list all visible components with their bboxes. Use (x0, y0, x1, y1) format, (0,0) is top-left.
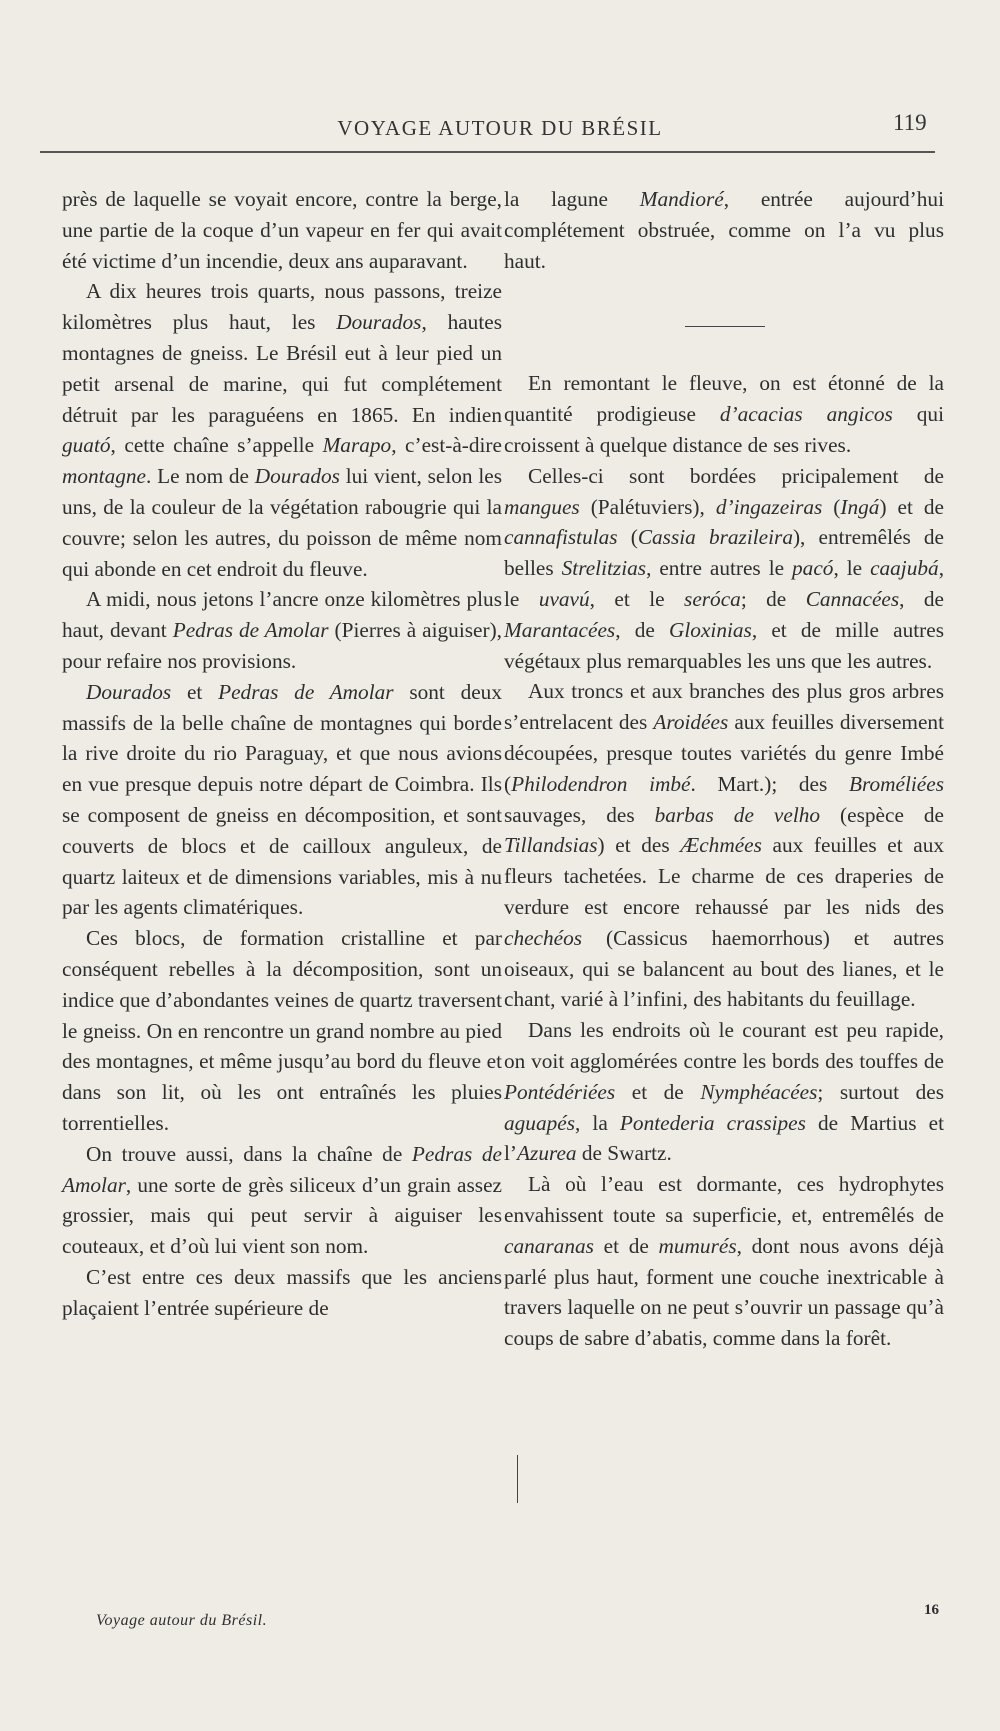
paragraph: C’est entre ces deux massifs que les anciens plaçaient l’entrée supérieure de (62, 1264, 502, 1320)
paragraph: la lagune Mandioré, entrée aujourd’hui complétement obstruée, comme on l’a vu plus haut. (504, 187, 944, 273)
paragraph: A midi, nous jetons l’ancre onze kilomètres plus haut, devant Pedras de Amolar (Pierres à aiguiser), pour refaire nos provisions. (62, 587, 502, 673)
signature-number: 16 (924, 1602, 939, 1618)
right-column (504, 184, 944, 1354)
paragraph: Là où l’eau est dormante, ces hydrophytes envahissent toute sa superficie, et, entremêlés de canaranas et de mumurés, dont nous avons déjà parlé plus haut, forment une couche inextricable à travers laquelle on ne peut s’ouvrir un passage qu’à coups de sabre d’abatis, comme dans la forêt. (504, 1172, 945, 1351)
paragraph: Ces blocs, de formation cristalline et par conséquent rebelles à la décomposition, sont un indice que d’abondantes veines de quartz traversent le gneiss. On en rencontre un grand nombre au pied des montagnes, et même jusqu’au bord du fleuve et dans son lit, où les ont entraînés les pluies torrentielles. (62, 926, 502, 1135)
paragraph: On trouve aussi, dans la chaîne de Pedras de Amolar, une sorte de grès siliceux d’un grain assez grossier, mais qui peut servir à aiguiser les couteaux, et d’où lui vient son nom. (62, 1141, 502, 1259)
left-column (62, 184, 502, 1323)
paragraph: près de laquelle se voyait encore, contre la berge, une partie de la coque d’un vapeur en fer qui avait été victime d’un incendie, deux ans auparavant. (62, 187, 502, 273)
section-gap (504, 276, 944, 368)
page-number: 119 (893, 110, 927, 135)
column-divider (517, 1455, 518, 1503)
paragraph: Dourados et Pedras de Amolar sont deux massifs de la belle chaîne de montagnes qui borde la rive droite du rio Paraguay, et que nous avions en vue presque depuis notre départ de Coimbra. Ils se composent de gneiss en décomposition, et sont couverts de blocs et de cailloux anguleux, de quartz laiteux et de dimensions variables, mis à nu par les agents climatériques. (62, 679, 502, 920)
paragraph: Aux troncs et aux branches des plus gros arbres s’entrelacent des Aroidées aux feuilles diversement découpées, presque toutes variétés du genre Imbé (Philodendron imbé. Mart.); des Broméliées sauvages, des barbas de velho (espèce de Tillandsias) et des Æchmées aux feuilles et aux fleurs tachetées. Le charme de ces draperies de verdure est encore rehaussé par les nids des chechéos (Cassicus haemorrhous) et autres oiseaux, qui se balancent au bout des lianes, et le chant, varié à l’infini, des habitants du feuillage. (504, 679, 945, 1012)
paragraph: A dix heures trois quarts, nous passons, treize kilomètres plus haut, les Dourados, hautes montagnes de gneiss. Le Brésil eut à leur pied un petit arsenal de marine, qui fut complétement détruit par les paraguéens en 1865. En indien guató, cette chaîne s’appelle Marapo, c’est-à-dire montagne. Le nom de Dourados lui vient, selon les uns, de la couleur de la végétation rabougrie qui la couvre; selon les autres, du poisson de même nom qui abonde en cet endroit du fleuve. (62, 279, 502, 581)
section-separator (685, 326, 765, 327)
signature-line: Voyage autour du Brésil. (96, 1612, 268, 1629)
running-head: VOYAGE AUTOUR DU BRÉSIL (337, 116, 663, 140)
paragraph: Celles-ci sont bordées pricipalement de mangues (Palétuviers), d’ingazeiras (Ingá) et de cannafistulas (Cassia brazileira), entremêlés de belles Strelitzias, entre autres le pacó, le caajubá, le uvavú, et le seróca; de Cannacées, de Marantacées, de Gloxinias, et de mille autres végétaux plus remarquables les uns que les autres. (504, 463, 945, 673)
paragraph: En remontant le fleuve, on est étonné de la quantité prodigieuse d’acacias angicos qui croissent à quelque distance de ses rives. (504, 371, 944, 457)
header-rule (40, 151, 935, 153)
paragraph: Dans les endroits où le courant est peu rapide, on voit agglomérées contre les bords des touffes de Pontédériées et de Nymphéacées; surtout des aguapés, la Pontederia crassipes de Martius et l’Azurea de Swartz. (504, 1018, 944, 1166)
